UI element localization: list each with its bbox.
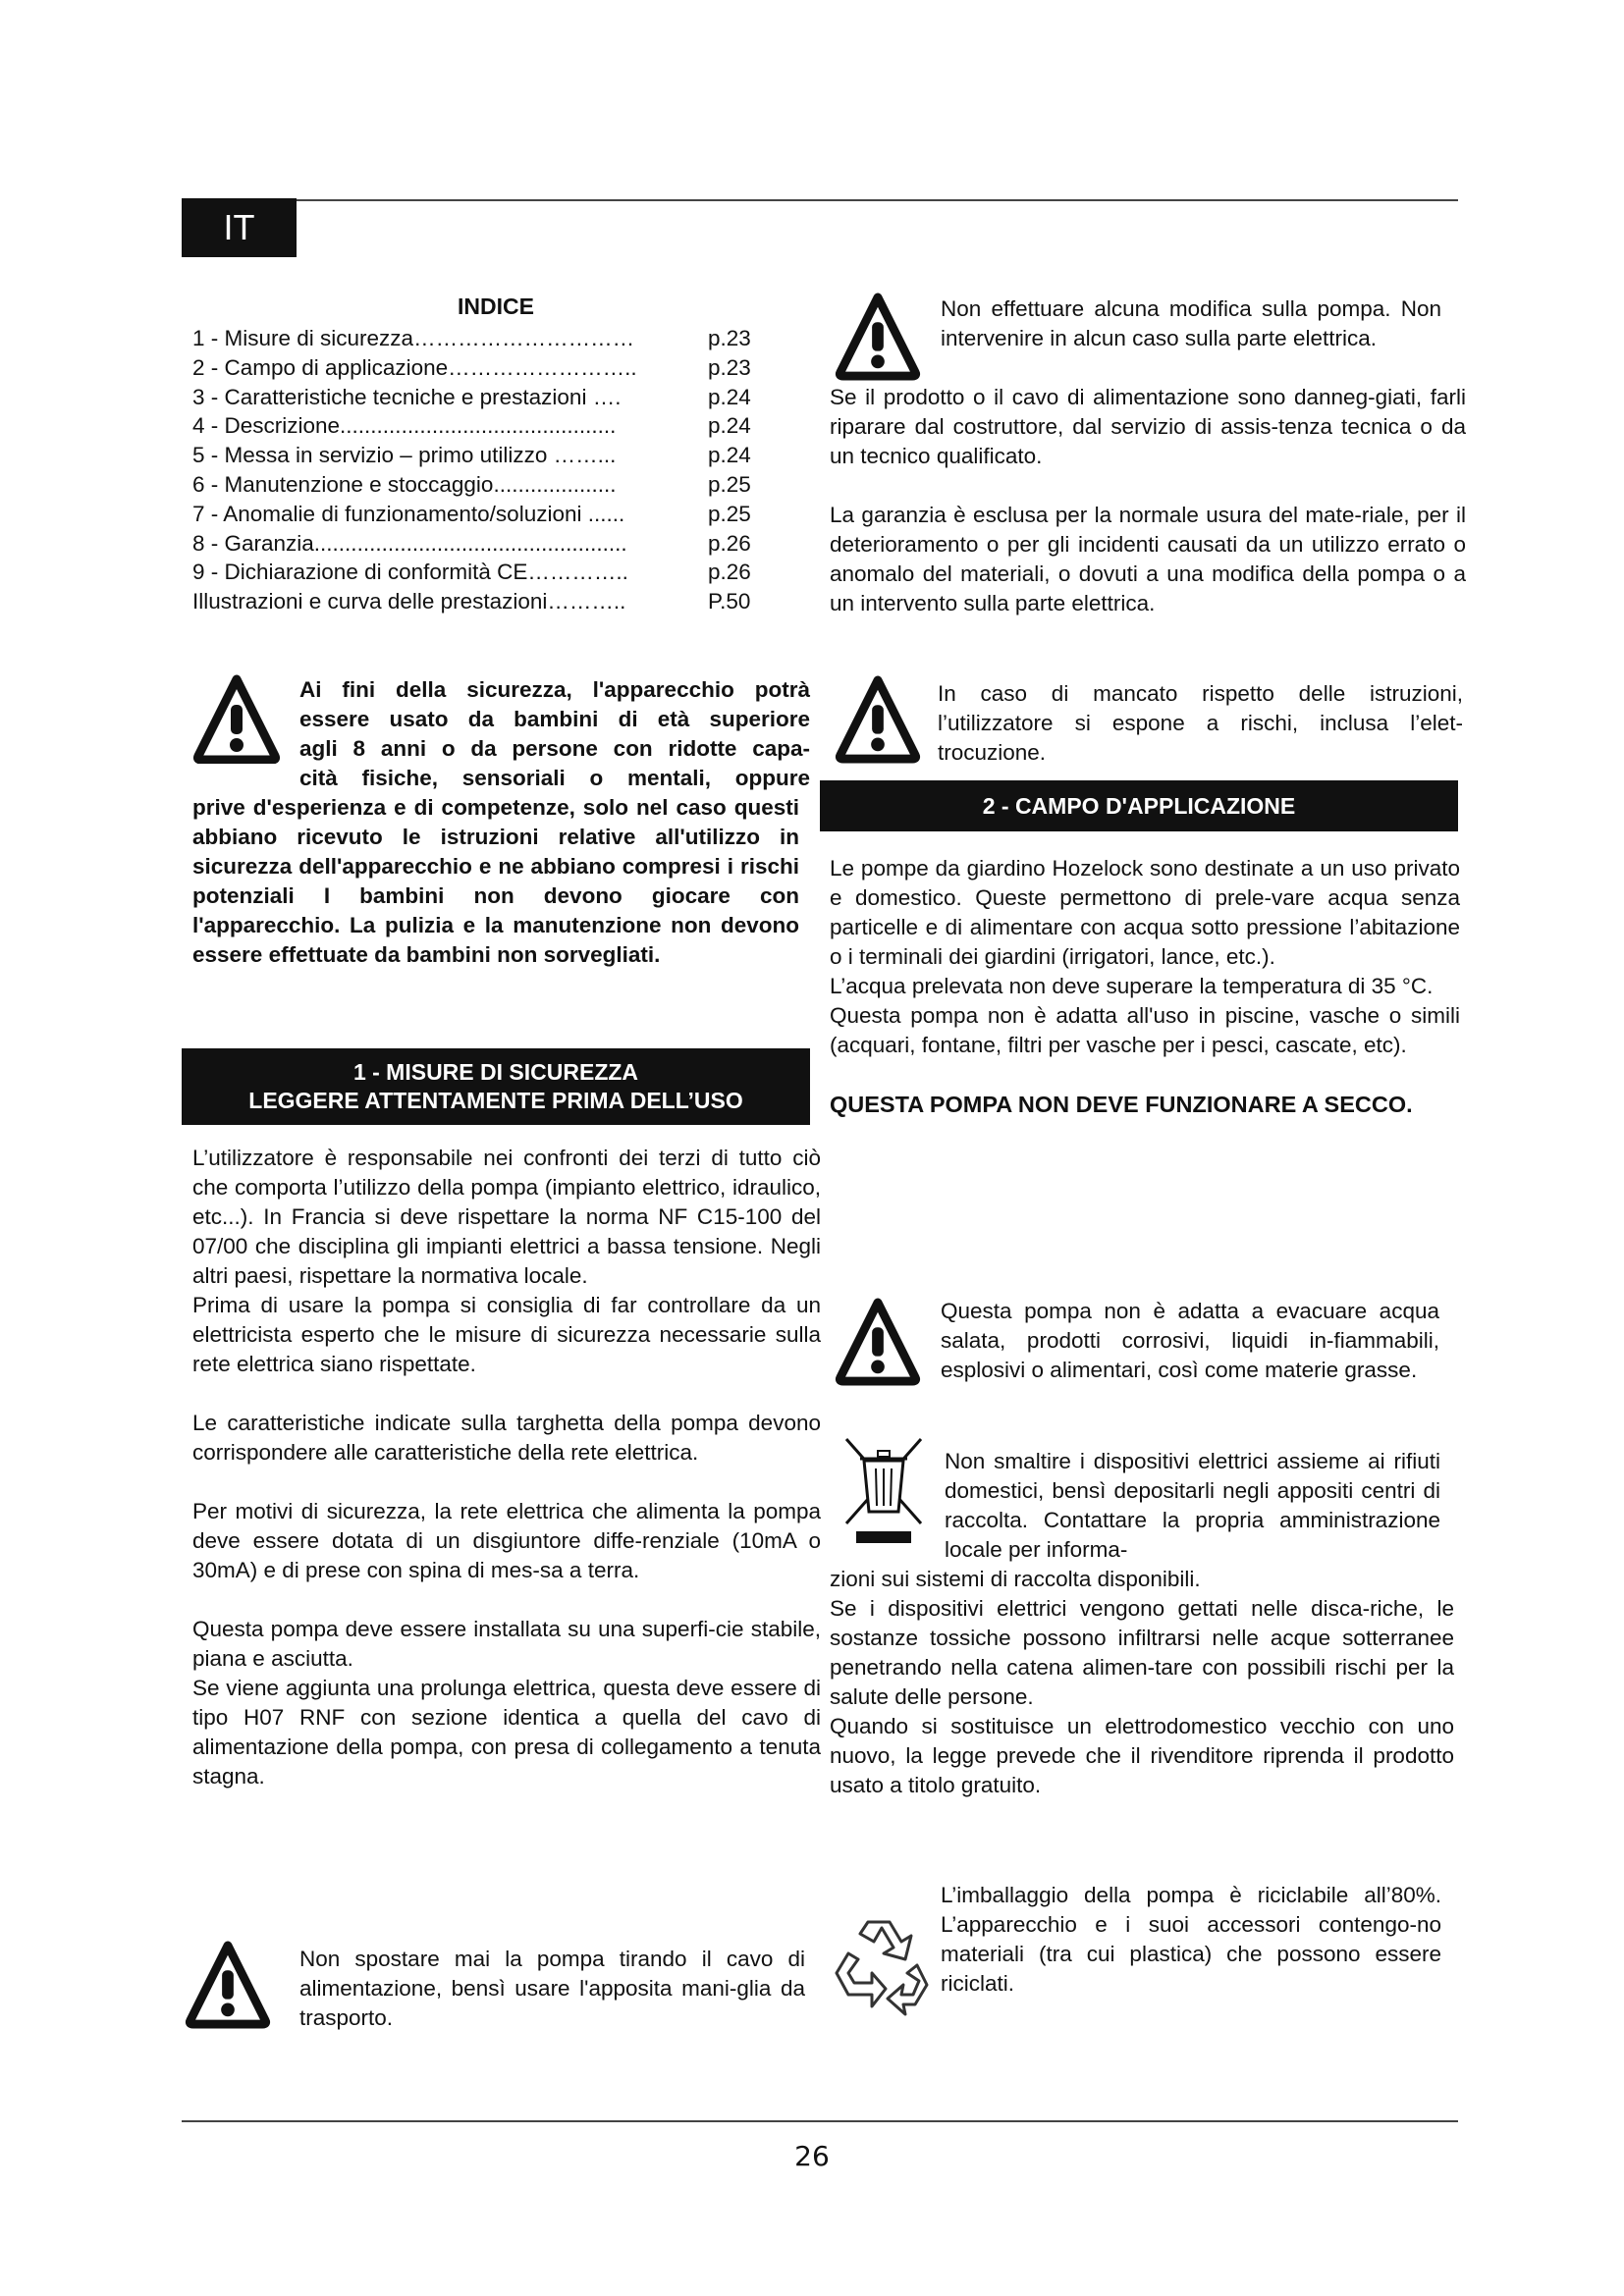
right-text-block-2: Le pompe da giardino Hozelock sono destinate a un uso privato e domestico. Queste permettono di prele-vare acqua senza particelle e di alimentare con acqua sotto pressione l’abitazione o i terminali dei giardini (irrigatori, lance, etc.). L’acqua prelevata non deve superare la temperatura di 35 °C. Questa pompa non è adatta all'uso in piscine, vasche o simili (acquari, fontane, filtri per vasche per i pesci, cascate, etc). QUESTA POMPA NON DEVE FUNZIONARE A SECCO. [830,856,1460,1117]
left-body-text: L’utilizzatore è responsabile nei confronti dei terzi di tutto ciò che comporta l’utilizzo della pompa (impianto elettrico, idraulico, etc...). In Francia si deve rispettare la norma NF C15-100 del 07/00 che disciplina gli impianti elettrici a bassa tensione. Negli altri paesi, rispettare la normativa locale. Prima di usare la pompa si consiglia di far controllare da un elettricista esperto che le misure di sicurezza necessarie sulla rete elettrica siano rispettate. Le caratteristiche indicate sulla targhetta della pompa devono corrispondere alle caratteristiche della rete elettrica. Per motivi di sicurezza, la rete elettrica che alimenta la pompa deve essere dotata di un disgiuntore diffe-renziale (10mA o 30mA) e di prese con spina di mes-sa a terra. Questa pompa deve essere installata su una superfi-cie stabile, piana e asciutta. Se viene aggiunta una prolunga elettrica, questa deve essere di tipo H07 RNF con sezione identica a quella del cavo di alimentazione della pompa, con presa di collegamento a tenuta stagna. [192,1146,821,1789]
language-badge: IT [182,198,297,257]
page-number: 26 [794,2140,830,2172]
toc-item: 2 - Campo di applicazione…………………….. p.23 [192,354,751,380]
bottom-rule [182,2120,1458,2122]
right-text-block-1: Se il prodotto o il cavo di alimentazione sono danneg-giati, farli riparare dal costruttore, dal servizio di assis-tenza tecnica o da un tecnico qualificato. La garanzia è esclusa per la normale usura del mate-riale, per il deterioramento o per gli incidenti causati da un utilizzo errato o anomalo del materiali, o dovuti a una modifica della pompa o a un intervento sulla parte elettrica. [830,385,1466,615]
modify-warning-text: Non effettuare alcuna modifica sulla pompa. Non intervenire in alcun caso sulla parte elettrica. [941,296,1441,350]
table-of-contents [192,324,767,616]
toc-item: 7 - Anomalie di funzionamento/soluzioni ...... p.25 [192,501,751,526]
cable-warning-text: Non spostare mai la pompa tirando il cavo di alimentazione, bensì usare l'apposita mani-glia da trasporto. [299,1947,805,2030]
toc-title: INDICE [458,294,534,319]
crossed-bin-icon [842,1435,927,1545]
toc-item: 6 - Manutenzione e stoccaggio.................... p.25 [192,471,751,497]
warning-icon [835,1296,921,1386]
toc-item: Illustrazioni e curva delle prestazioni……….. P.50 [192,589,751,614]
section-2-heading: 2 - CAMPO D'APPLICAZIONE [820,780,1458,831]
instructions-warning-text: In caso di mancato rispetto delle istruzioni, l’utilizzatore si espone a rischi, inclusa l’elet-trocuzione. [938,681,1463,765]
toc-item: 9 - Dichiarazione di conformità CE………….. p.26 [192,560,751,585]
toc-item: 5 - Messa in servizio – primo utilizzo ……... p.24 [192,443,751,468]
right-text-block-3: zioni sui sistemi di raccolta disponibili. Se i dispositivi elettrici vengono gettati nelle disca-riche, le sostanze tossiche possono infiltrarsi nelle acque sotterranee penetrando nella catena alimen-tare con possibili rischi per la salute delle persone. Quando si sostituisce un elettrodomestico vecchio con uno nuovo, la legge prevede che il rivenditore riprenda il prodotto usato a titolo gratuito. [830,1567,1454,1797]
toc-item: 3 - Caratteristiche tecniche e prestazioni …. p.24 [192,384,751,409]
warning-icon [185,1939,271,2029]
children-warning-text: prive d'esperienza e di competenze, solo nel caso questi abbiano ricevuto le istruzioni relative all'utilizzo in sicurezza dell'apparecchio e ne abbiano compresi i rischi potenziali I bambini non devono giocare con l'apparecchio. La pulizia e la manutenzione non devono essere effettuate da bambini non sorvegliati. [192,795,799,967]
recycle-text: L’imballaggio della pompa è riciclabile all’80%. L’apparecchio e i suoi accessori contengo-no materiali (tra cui plastica) che possono essere riciclati. [941,1883,1441,1996]
weee-text: Non smaltire i dispositivi elettrici assieme ai rifiuti domestici, bensì depositarli negli appositi centri di raccolta. Contattare la propria amministrazione locale per informa- [945,1449,1440,1562]
top-rule [182,199,1458,201]
children-warning-lines: Ai fini della sicurezza, l'apparecchio potrà essere usato da bambini di età superiore agli 8 anni o da persone con ridotte capa- cità fisiche, sensoriali o mentali, oppure [299,677,810,790]
warning-icon [835,673,921,764]
warning-icon [192,673,281,764]
toc-item: 8 - Garanzia................................................... p.26 [192,530,751,556]
toc-item: 4 - Descrizione............................................. p.24 [192,413,751,439]
warning-icon [835,291,921,381]
section-1-heading: 1 - MISURE DI SICUREZZA LEGGERE ATTENTAMENTE PRIMA DELL’USO [182,1048,810,1125]
recycle-icon [833,1914,931,2016]
toc-item: 1 - Misure di sicurezza………………………… p.23 [192,326,751,350]
salt-warning-text: Questa pompa non è adatta a evacuare acqua salata, prodotti corrosivi, liquidi in-fiammabili, esplosivi o alimentari, così come materie grasse. [941,1299,1439,1382]
